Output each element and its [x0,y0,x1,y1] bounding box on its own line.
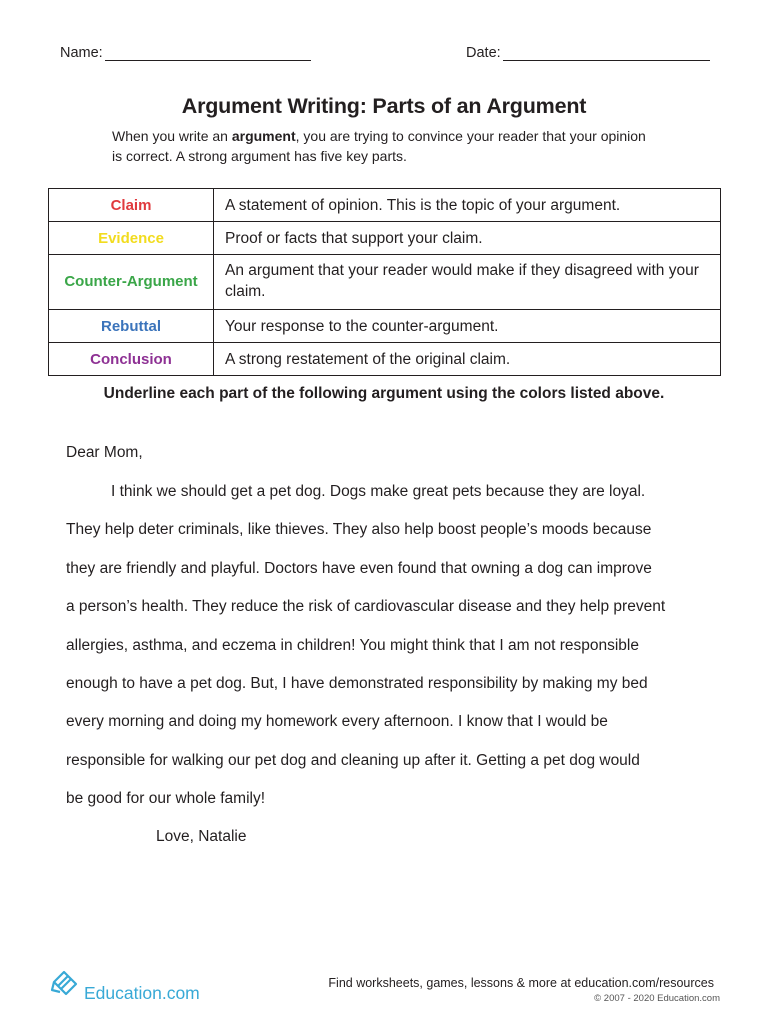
footer-tagline[interactable]: Find worksheets, games, lessons & more at education.com/resources [328,976,714,990]
argument-letter [66,441,716,849]
letter-line: They help deter criminals, like thieves. They also help boost people’s moods because [66,521,652,539]
letter-line: they are friendly and playful. Doctors have even found that owning a dog can improve [66,559,652,577]
intro-line-2: is correct. A strong argument has five key parts. [112,148,407,164]
definition-evidence: Proof or facts that support your claim. [214,222,721,255]
intro-paragraph [112,126,672,166]
name-blank [105,44,311,61]
education-com-logo[interactable] [50,968,200,1005]
definition-rebuttal: Your response to the counter-argument. [214,310,721,343]
table-row [49,189,721,222]
parts-table [48,188,721,376]
letter-line: a person’s health. They reduce the risk of cardiovascular disease and they help prevent [66,598,666,616]
definition-counter-argument: An argument that your reader would make if they disagreed with your claim. [214,255,721,310]
name-label: Name: [60,45,103,61]
pencil-paper-icon [50,968,80,1005]
table-row [49,310,721,343]
intro-prefix: When you write an [112,128,232,144]
page-title: Argument Writing: Parts of an Argument [181,94,587,118]
instruction-text: Underline each part of the following argument using the colors listed above. [103,385,665,402]
term-claim: Claim [49,189,214,222]
letter-line: responsible for walking our pet dog and cleaning up after it. Getting a pet dog would [66,751,640,769]
date-field [466,44,710,61]
letter-line: I think we should get a pet dog. Dogs make great pets because they are loyal. [111,483,646,500]
letter-line: every morning and doing my homework every afternoon. I know that I would be [66,713,608,731]
name-field [60,44,311,61]
term-evidence: Evidence [49,222,214,255]
definition-claim: A statement of opinion. This is the topic of your argument. [214,189,721,222]
letter-signoff: Love, Natalie [156,827,247,845]
intro-line-1 [112,126,672,146]
letter-line: be good for our whole family! [66,790,266,808]
logo-text: Education.com [84,983,200,1003]
intro-suffix: , you are trying to convince your reader that your opinion [295,128,646,144]
term-counter-argument: Counter-Argument [49,255,214,310]
table-row [49,343,721,376]
term-rebuttal: Rebuttal [49,310,214,343]
letter-line: allergies, asthma, and eczema in children! You might think that I am not responsible [66,636,639,654]
table-row [49,255,721,310]
letter-salutation: Dear Mom, [66,444,143,461]
table-row [49,222,721,255]
date-blank [503,44,710,61]
date-label: Date: [466,45,501,61]
term-conclusion: Conclusion [49,343,214,376]
footer-copyright: © 2007 - 2020 Education.com [594,993,720,1004]
definition-conclusion: A strong restatement of the original claim. [214,343,721,376]
intro-bold-word: argument [231,128,296,144]
letter-line: enough to have a pet dog. But, I have demonstrated responsibility by making my bed [66,674,648,692]
